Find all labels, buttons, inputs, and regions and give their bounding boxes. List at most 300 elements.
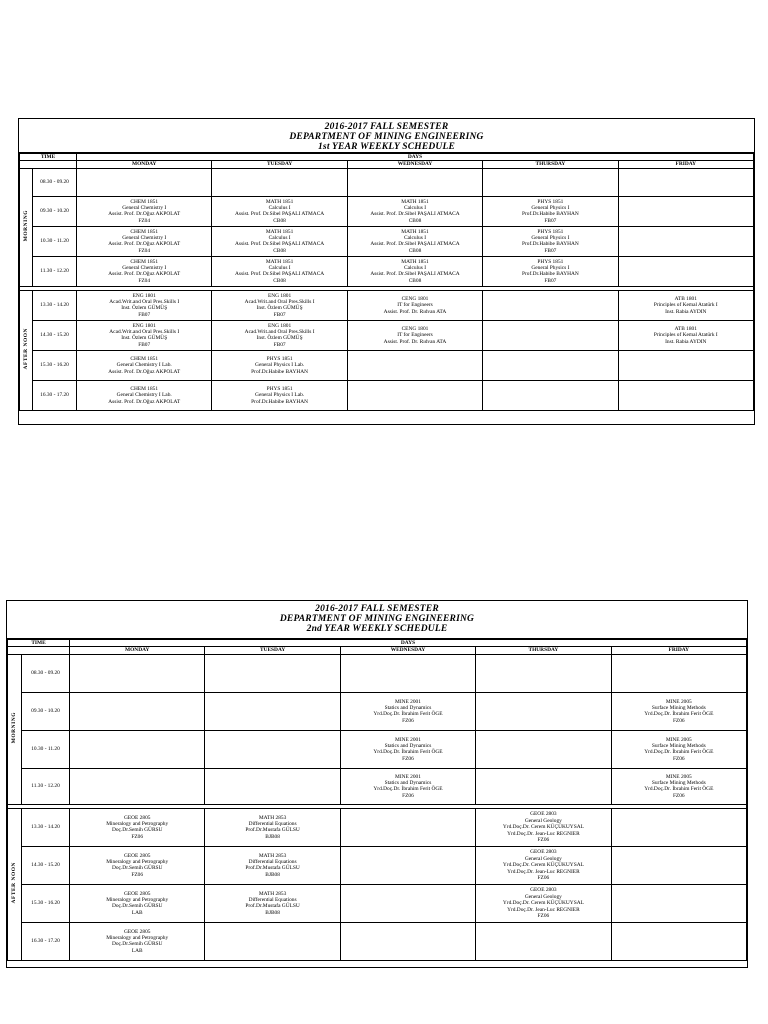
class-info-line: CHEM 1851 xyxy=(130,355,159,362)
class-cell xyxy=(618,256,753,286)
time-slot: 14.30 - 15.20 xyxy=(33,320,77,350)
class-info-line: Prof.Dr.Habibe BAYHAN xyxy=(521,271,579,278)
class-info-line: Assist. Prof. Dr.Sibel PAŞALI ATMACA xyxy=(370,211,460,218)
time-slot: 08.30 - 09.20 xyxy=(33,168,77,196)
time-slot: 09.30 - 10.20 xyxy=(22,692,70,730)
schedule-title xyxy=(7,601,747,639)
class-info-line: FZ06 xyxy=(672,792,685,799)
class-cell xyxy=(77,196,212,226)
day-header-tuesday: TUESDAY xyxy=(212,161,347,168)
class-info-line: MINE 2001 xyxy=(395,736,421,743)
afternoon-period-cell xyxy=(20,290,33,410)
schedule-row xyxy=(8,808,747,846)
class-info-line: FZ04 xyxy=(138,247,151,254)
class-info-line: FZ06 xyxy=(131,833,144,840)
time-slot: 10.30 - 11.20 xyxy=(33,226,77,256)
class-info-line: Yrd.Doç.Dr. Cerem KÜÇÜKUYSAL xyxy=(502,900,584,907)
class-info-line: Calculus I xyxy=(403,204,426,211)
schedule-row xyxy=(20,380,754,410)
class-cell xyxy=(340,922,475,960)
class-cell xyxy=(611,808,746,846)
class-info-line: MINE 2005 xyxy=(665,773,692,780)
class-cell xyxy=(611,884,746,922)
class-info-line: IT for Engineers xyxy=(397,332,433,339)
class-cell xyxy=(476,730,611,768)
class-cell xyxy=(611,768,746,804)
time-slot: 13.30 - 14.20 xyxy=(22,808,70,846)
class-info-line: CB08 xyxy=(273,277,286,284)
class-info-line: Calculus I xyxy=(403,234,426,241)
class-cell xyxy=(611,692,746,730)
class-cell xyxy=(70,884,205,922)
class-cell xyxy=(205,768,340,804)
class-cell xyxy=(212,320,347,350)
class-info-line: Differential Equations xyxy=(248,858,297,865)
class-cell xyxy=(483,350,618,380)
class-info-line: Prof.Dr.Habibe BAYHAN xyxy=(521,211,579,218)
class-info-line: ENG 1801 xyxy=(132,292,156,299)
class-info-line: Differential Equations xyxy=(248,820,297,827)
blank-header xyxy=(20,161,77,168)
class-info-line: Principles of Kemal Atatürk I xyxy=(653,332,718,339)
class-cell xyxy=(611,730,746,768)
class-info-line: Acad.Writ.and Oral Pres.Skills I xyxy=(109,298,180,305)
schedule-row xyxy=(20,350,754,380)
class-info-line: Doç.Dr.Semih GÜRSU xyxy=(111,865,163,872)
class-cell xyxy=(618,350,753,380)
class-info-line: PHYS 1851 xyxy=(537,258,564,265)
class-cell xyxy=(618,226,753,256)
class-info-line: General Chemistry I Lab. xyxy=(116,362,172,369)
class-cell xyxy=(70,922,205,960)
class-info-line: General Chemistry I xyxy=(122,234,167,241)
class-info-line: Mineralogy and Petrography xyxy=(106,858,169,865)
class-cell xyxy=(618,320,753,350)
class-info-line: Yrd.Doç.Dr. İbrahim Ferit ÖGE xyxy=(644,786,714,793)
class-info-line: FZ06 xyxy=(537,874,550,881)
class-info-line: Prof.Dr.Mustafa GÜLSU xyxy=(245,865,300,872)
class-info-line: IT for Engineers xyxy=(397,302,433,309)
day-header-monday: MONDAY xyxy=(77,161,212,168)
morning-label: MORNING xyxy=(11,712,18,744)
schedule-row xyxy=(8,922,747,960)
class-cell xyxy=(212,380,347,410)
class-cell xyxy=(483,196,618,226)
class-info-line: General Physics I xyxy=(531,204,570,211)
class-info-line: GEOE 2803 xyxy=(530,849,557,856)
class-info-line: MINE 2005 xyxy=(665,698,692,705)
schedule-row xyxy=(8,730,747,768)
class-info-line: Prof.Dr.Mustafa GÜLSU xyxy=(245,827,300,834)
class-cell xyxy=(212,168,347,196)
class-info-line: PHYS 1851 xyxy=(537,228,564,235)
class-info-line: CHEM 1851 xyxy=(130,228,159,235)
class-info-line: FB07 xyxy=(138,341,151,348)
class-cell xyxy=(212,290,347,320)
class-info-line: Prof.Dr.Mustafa GÜLSU xyxy=(245,903,300,910)
class-info-line: BJB08 xyxy=(265,909,280,916)
schedule-row xyxy=(8,692,747,730)
semester-title: 2016-2017 FALL SEMESTER xyxy=(315,604,439,614)
class-cell xyxy=(476,884,611,922)
class-info-line: Acad.Writ.and Oral Pres.Skills I xyxy=(244,328,315,335)
class-cell xyxy=(340,692,475,730)
class-cell xyxy=(611,922,746,960)
class-info-line: CB08 xyxy=(408,277,422,284)
schedule-title xyxy=(19,119,754,153)
class-info-line: GEOE 2805 xyxy=(123,890,151,897)
class-cell xyxy=(77,290,212,320)
class-info-line: MATH 2853 xyxy=(258,852,287,859)
class-info-line: Inst. Özlem GÜMÜŞ xyxy=(121,335,168,342)
class-cell xyxy=(476,768,611,804)
class-cell xyxy=(476,846,611,884)
class-info-line: CENG 1801 xyxy=(401,295,429,302)
class-cell xyxy=(70,846,205,884)
class-info-line: FZ06 xyxy=(537,912,550,919)
class-info-line: CHEM 1851 xyxy=(130,198,159,205)
time-slot: 08.30 - 09.20 xyxy=(22,654,70,692)
class-cell xyxy=(205,808,340,846)
time-slot: 16.30 - 17.20 xyxy=(22,922,70,960)
class-info-line: CB08 xyxy=(273,217,286,224)
schedule-table xyxy=(7,639,747,961)
class-cell xyxy=(476,692,611,730)
schedule-row xyxy=(20,168,754,196)
schedule-row xyxy=(20,256,754,286)
day-header-monday: MONDAY xyxy=(70,647,205,654)
afternoon-label: AFTER NOON xyxy=(11,862,18,904)
class-info-line: ENG 1801 xyxy=(267,292,292,299)
day-header-thursday: THURSDAY xyxy=(483,161,618,168)
morning-label: MORNING xyxy=(22,210,29,242)
header-row xyxy=(20,154,754,161)
class-info-line: CENG 1801 xyxy=(401,325,429,332)
schedule-row xyxy=(8,884,747,922)
class-cell xyxy=(618,290,753,320)
class-cell xyxy=(205,884,340,922)
class-info-line: Assist. Prof. Dr.Sibel PAŞALI ATMACA xyxy=(234,271,325,278)
class-cell xyxy=(347,196,482,226)
class-cell xyxy=(205,846,340,884)
department-title: DEPARTMENT OF MINING ENGINEERING xyxy=(289,132,484,142)
class-cell xyxy=(70,654,205,692)
class-cell xyxy=(212,226,347,256)
days-header: DAYS xyxy=(70,640,747,647)
class-cell xyxy=(340,730,475,768)
class-info-line: Acad.Writ.and Oral Pres.Skills I xyxy=(109,328,180,335)
class-info-line: FB07 xyxy=(544,247,557,254)
class-info-line: Differential Equations xyxy=(248,896,297,903)
time-slot: 13.30 - 14.20 xyxy=(33,290,77,320)
class-info-line: General Geology xyxy=(524,817,562,824)
class-info-line: Statics and Dynamics xyxy=(384,742,432,749)
class-info-line: MINE 2001 xyxy=(395,698,421,705)
morning-period-cell xyxy=(8,654,22,804)
class-info-line: Statics and Dynamics xyxy=(384,704,432,711)
schedule-row xyxy=(8,846,747,884)
class-info-line: Assist. Prof. Dr.Oğuz AKPOLAT xyxy=(108,241,181,248)
schedule-row xyxy=(20,290,754,320)
class-info-line: Statics and Dynamics xyxy=(384,779,432,786)
class-cell xyxy=(483,290,618,320)
class-info-line: Assist. Prof. Dr.Oğuz AKPOLAT xyxy=(108,368,181,375)
time-slot: 15.30 - 16.20 xyxy=(22,884,70,922)
class-info-line: Inst. Özlem GÜMÜŞ xyxy=(256,305,303,312)
class-info-line: General Chemistry I xyxy=(122,264,167,271)
class-info-line: Mineralogy and Petrography xyxy=(106,820,169,827)
class-info-line: CB08 xyxy=(408,217,422,224)
class-cell xyxy=(205,922,340,960)
class-info-line: GEOE 2805 xyxy=(123,814,151,821)
class-info-line: Inst. Rabia AYDIN xyxy=(665,338,707,345)
class-info-line: Assist. Prof. Dr.Sibel PAŞALI ATMACA xyxy=(370,271,460,278)
class-info-line: MATH 2853 xyxy=(258,890,287,897)
class-info-line: FZ04 xyxy=(138,217,151,224)
blank-header xyxy=(8,647,70,654)
class-info-line: MATH 1851 xyxy=(265,258,294,265)
class-cell xyxy=(340,846,475,884)
class-info-line: FZ06 xyxy=(402,755,414,762)
afternoon-label: AFTER NOON xyxy=(22,328,29,370)
class-cell xyxy=(347,168,482,196)
class-info-line: FZ06 xyxy=(402,792,414,799)
class-info-line: PHYS 1851 xyxy=(537,198,564,205)
class-cell xyxy=(483,320,618,350)
schedule-row xyxy=(8,768,747,804)
class-info-line: CHEM 1851 xyxy=(130,385,159,392)
class-info-line: MINE 2001 xyxy=(395,773,421,780)
class-cell xyxy=(611,846,746,884)
class-info-line: Prof.Dr.Habibe BAYHAN xyxy=(521,241,579,248)
morning-period-cell xyxy=(20,168,33,286)
class-info-line: Assist. Prof. Dr.Sibel PAŞALI ATMACA xyxy=(234,211,325,218)
class-info-line: Acad.Writ.and Oral Pres.Skills I xyxy=(244,298,315,305)
class-cell xyxy=(618,380,753,410)
class-info-line: FZ06 xyxy=(537,836,550,843)
day-header-friday: FRIDAY xyxy=(611,647,746,654)
schedule-year-1 xyxy=(18,118,755,425)
class-info-line: General Chemistry I xyxy=(122,204,167,211)
class-cell xyxy=(340,884,475,922)
schedule-row xyxy=(8,654,747,692)
class-info-line: MATH 1851 xyxy=(401,198,429,205)
semester-title: 2016-2017 FALL SEMESTER xyxy=(324,122,449,132)
class-cell xyxy=(212,350,347,380)
time-slot: 16.30 - 17.20 xyxy=(33,380,77,410)
day-header-thursday: THURSDAY xyxy=(476,647,611,654)
class-cell xyxy=(205,730,340,768)
class-info-line: General Geology xyxy=(524,893,562,900)
class-cell xyxy=(77,380,212,410)
class-info-line: Assist. Prof. Dr. Rıdvan ATA xyxy=(383,308,447,315)
class-info-line: MATH 1851 xyxy=(401,228,429,235)
class-info-line: CHEM 1851 xyxy=(130,258,159,265)
class-info-line: Assist. Prof. Dr.Oğuz AKPOLAT xyxy=(108,211,181,218)
class-info-line: Yrd.Doç.Dr. İbrahim Ferit ÖGE xyxy=(373,749,443,756)
class-info-line: General Physics I Lab. xyxy=(255,392,305,399)
class-cell xyxy=(347,380,482,410)
day-names-row xyxy=(20,161,754,168)
class-info-line: Principles of Kemal Atatürk I xyxy=(653,302,718,309)
class-info-line: PHYS 1851 xyxy=(266,385,293,392)
class-info-line: FB07 xyxy=(273,341,286,348)
class-cell xyxy=(476,654,611,692)
time-slot: 15.30 - 16.20 xyxy=(33,350,77,380)
class-cell xyxy=(205,692,340,730)
class-info-line: Yrd.Doç.Dr. İbrahim Ferit ÖGE xyxy=(373,711,443,718)
class-info-line: Yrd.Doç.Dr. Jean-Luc REGNIER xyxy=(507,906,580,913)
department-title: DEPARTMENT OF MINING ENGINEERING xyxy=(279,614,475,624)
class-info-line: MATH 1851 xyxy=(401,258,429,265)
class-info-line: LAB xyxy=(131,947,143,954)
class-info-line: FB07 xyxy=(273,311,286,318)
class-info-line: FZ06 xyxy=(402,717,414,724)
class-cell xyxy=(347,290,482,320)
class-info-line: GEOE 2803 xyxy=(530,811,557,818)
year-title: 1st YEAR WEEKLY SCHEDULE xyxy=(317,142,456,152)
class-cell xyxy=(205,654,340,692)
class-info-line: LAB xyxy=(131,909,143,916)
time-slot: 10.30 - 11.20 xyxy=(22,730,70,768)
class-info-line: CB08 xyxy=(408,247,422,254)
header-row xyxy=(8,640,747,647)
class-info-line: FB07 xyxy=(138,311,151,318)
class-cell xyxy=(618,196,753,226)
class-info-line: MATH 1851 xyxy=(265,228,294,235)
class-info-line: Surface Mining Methods xyxy=(651,704,706,711)
schedule-row xyxy=(20,320,754,350)
class-cell xyxy=(340,768,475,804)
class-cell xyxy=(347,226,482,256)
afternoon-period-cell xyxy=(8,808,22,960)
class-cell xyxy=(476,808,611,846)
class-info-line: Inst. Özlem GÜMÜŞ xyxy=(121,305,168,312)
class-info-line: Assist. Prof. Dr.Sibel PAŞALI ATMACA xyxy=(234,241,325,248)
class-info-line: Doç.Dr.Semih GÜRSU xyxy=(111,827,163,834)
day-header-wednesday: WEDNESDAY xyxy=(340,647,475,654)
class-info-line: Yrd.Doç.Dr. İbrahim Ferit ÖGE xyxy=(644,749,714,756)
class-info-line: Calculus I xyxy=(268,204,291,211)
class-info-line: General Physics I Lab. xyxy=(255,362,305,369)
class-info-line: Doç.Dr.Semih GÜRSU xyxy=(111,903,163,910)
year-title: 2nd YEAR WEEKLY SCHEDULE xyxy=(306,624,448,634)
class-info-line: ATB 1801 xyxy=(674,295,697,302)
class-cell xyxy=(483,256,618,286)
class-cell xyxy=(340,808,475,846)
class-info-line: Calculus I xyxy=(268,234,291,241)
class-info-line: Yrd.Doç.Dr. Jean-Luc REGNIER xyxy=(507,830,580,837)
class-cell xyxy=(70,768,205,804)
class-cell xyxy=(212,256,347,286)
class-info-line: Yrd.Doç.Dr. Cerem KÜÇÜKUYSAL xyxy=(502,862,584,869)
class-info-line: General Chemistry I Lab. xyxy=(116,392,172,399)
class-info-line: Yrd.Doç.Dr. Jean-Luc REGNIER xyxy=(507,868,580,875)
class-info-line: MATH 2853 xyxy=(258,814,287,821)
class-cell xyxy=(77,226,212,256)
class-cell xyxy=(483,380,618,410)
class-cell xyxy=(77,350,212,380)
class-cell xyxy=(212,196,347,226)
class-info-line: Inst. Rabia AYDIN xyxy=(665,308,707,315)
class-cell xyxy=(70,692,205,730)
class-info-line: FZ06 xyxy=(131,871,144,878)
class-info-line: Doç.Dr.Semih GÜRSU xyxy=(111,941,163,948)
class-info-line: FZ06 xyxy=(672,717,685,724)
class-info-line: ENG 1801 xyxy=(267,322,292,329)
class-info-line: Calculus I xyxy=(268,264,291,271)
class-info-line: Mineralogy and Petrography xyxy=(106,896,169,903)
class-cell xyxy=(611,654,746,692)
class-info-line: FZ04 xyxy=(138,277,151,284)
class-cell xyxy=(70,808,205,846)
class-info-line: Inst. Özlem GÜMÜŞ xyxy=(256,335,303,342)
class-cell xyxy=(77,168,212,196)
class-cell xyxy=(347,320,482,350)
class-info-line: Yrd.Doç.Dr. İbrahim Ferit ÖGE xyxy=(373,786,443,793)
day-header-wednesday: WEDNESDAY xyxy=(347,161,482,168)
schedule-table xyxy=(19,153,754,411)
class-info-line: PHYS 1851 xyxy=(266,355,293,362)
class-cell xyxy=(347,256,482,286)
class-info-line: General Physics I xyxy=(531,264,570,271)
time-slot: 14.30 - 15.20 xyxy=(22,846,70,884)
class-info-line: GEOE 2803 xyxy=(530,887,557,894)
class-info-line: FB07 xyxy=(544,217,557,224)
class-cell xyxy=(476,922,611,960)
day-header-friday: FRIDAY xyxy=(618,161,753,168)
time-slot: 09.30 - 10.20 xyxy=(33,196,77,226)
class-info-line: Assist. Prof. Dr. Rıdvan ATA xyxy=(383,338,447,345)
class-info-line: Surface Mining Methods xyxy=(651,779,706,786)
class-info-line: Assist. Prof. Dr.Oğuz AKPOLAT xyxy=(108,398,181,405)
class-info-line: Mineralogy and Petrography xyxy=(106,934,169,941)
class-info-line: General Geology xyxy=(524,855,562,862)
class-cell xyxy=(77,320,212,350)
class-info-line: Yrd.Doç.Dr. Cerem KÜÇÜKUYSAL xyxy=(502,824,584,831)
class-info-line: GEOE 2805 xyxy=(123,928,151,935)
class-cell xyxy=(618,168,753,196)
day-header-tuesday: TUESDAY xyxy=(205,647,340,654)
class-info-line: Assist. Prof. Dr.Oğuz AKPOLAT xyxy=(108,271,181,278)
class-info-line: Calculus I xyxy=(403,264,426,271)
time-header: TIME xyxy=(8,640,70,647)
class-info-line: FB07 xyxy=(544,277,557,284)
class-info-line: Prof.Dr.Habibe BAYHAN xyxy=(251,368,309,375)
schedule-row xyxy=(20,196,754,226)
class-info-line: Prof.Dr.Habibe BAYHAN xyxy=(251,398,309,405)
class-info-line: ATB 1801 xyxy=(674,325,697,332)
days-header: DAYS xyxy=(77,154,754,161)
class-cell xyxy=(347,350,482,380)
class-info-line: Assist. Prof. Dr.Sibel PAŞALI ATMACA xyxy=(370,241,460,248)
class-info-line: Surface Mining Methods xyxy=(651,742,706,749)
class-info-line: BJB08 xyxy=(265,871,280,878)
class-cell xyxy=(483,226,618,256)
time-slot: 11.30 - 12.20 xyxy=(22,768,70,804)
schedule-year-2 xyxy=(6,600,748,968)
class-info-line: MINE 2005 xyxy=(665,736,692,743)
class-info-line: ENG 1801 xyxy=(132,322,156,329)
class-info-line: General Physics I xyxy=(531,234,570,241)
class-info-line: BJB08 xyxy=(265,833,280,840)
schedule-row xyxy=(20,226,754,256)
class-info-line: Yrd.Doç.Dr. İbrahim Ferit ÖGE xyxy=(644,711,714,718)
class-cell xyxy=(483,168,618,196)
class-info-line: GEOE 2805 xyxy=(123,852,151,859)
class-cell xyxy=(77,256,212,286)
class-cell xyxy=(340,654,475,692)
